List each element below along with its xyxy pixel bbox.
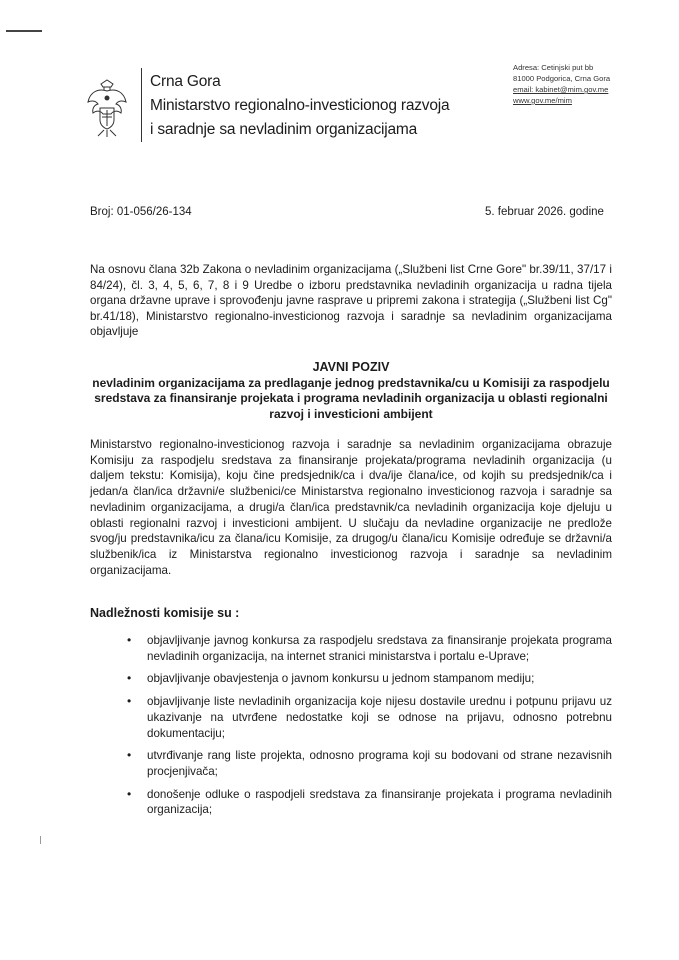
notice-subtitle: nevladinim organizacijama za predlaganje jednog predstavnika/cu u Komisiji za raspodjelu sredstava za finansiranje projekata i programa nevladinih organizacija u oblasti regionalni razvoj i investicioni ambijent xyxy=(92,375,610,421)
notice-title-block xyxy=(90,360,612,422)
list-item-text: objavljivanje liste nevladinih organizacija koje nijesu dostavile urednu i potpunu prijavu uz ukazivanje na utvrđene nedostatke koji se odnose na prijavu, odnosno potrebnu dokumentaciju; xyxy=(147,695,612,740)
notice-heading: JAVNI POZIV xyxy=(312,360,390,374)
organization-name xyxy=(150,70,449,142)
responsibilities-list xyxy=(115,633,612,825)
bullet-icon: • xyxy=(127,633,132,647)
header-divider xyxy=(141,68,142,142)
bullet-icon: • xyxy=(127,694,132,709)
bullet-icon: • xyxy=(127,786,132,801)
org-line-country: Crna Gora xyxy=(150,73,221,90)
org-line-ministry: Ministarstvo regionalno-investicionog razvoja xyxy=(150,97,450,114)
contact-block xyxy=(513,62,610,106)
reference-number: Broj: 01-056/26-134 xyxy=(90,206,192,218)
list-item xyxy=(115,787,612,818)
scan-mark xyxy=(6,30,42,32)
scan-mark xyxy=(40,836,45,844)
list-item xyxy=(115,748,612,779)
responsibilities-heading: Nadležnosti komisije su : xyxy=(90,606,240,620)
bullet-icon: • xyxy=(127,748,132,763)
document-date: 5. februar 2026. godine xyxy=(485,206,604,218)
commission-paragraph: Ministarstvo regionalno-investicionog razvoja i saradnje sa nevladinim organizacijama obrazuje Komisiju za raspodjelu sredstava za finansiranje projekata/programa nevladinih organizacija (u daljem tekstu: Komisija), koju čine predsjednik/ca i dva/ije člana/ice, od kojih su predsjednik/ca i jedan/a član/ica državni/e službenici/ce Ministarstva regionalno investicionog razvoja i saradnje sa nevladinim organizacijama, a drugi/a član/ica predstavnik/ca nevladinih organizacija koje djeluju u oblasti regionalni razvoj i investicioni ambijent. U slučaju da nevladine organizacije ne predlože svog/ju predstavnika/icu za člana/icu Komisije, za drugog/u člana/icu Komisije određuje se državni/a službenik/ica iz Ministarstva regionalno investicionog razvoja i saradnje sa nevladinim organizacijama. xyxy=(90,438,612,577)
org-line-ministry-cont: i saradnje sa nevladinim organizacijama xyxy=(150,121,418,138)
coat-of-arms-icon xyxy=(84,78,130,140)
contact-city: 81000 Podgorica, Crna Gora xyxy=(513,74,611,83)
list-item-text: objavljivanje obavjestenja o javnom konkursu u jednom stampanom mediju; xyxy=(147,672,535,686)
contact-email[interactable]: email: kabinet@mim.gov.me xyxy=(513,85,609,94)
list-item-text: donošenje odluke o raspodjeli sredstava za finansiranje projekata i programa nevladinih organizacija; xyxy=(147,787,612,817)
list-item-text: utvrđivanje rang liste projekta, odnosno programa koji su bodovani od strane nezavisnih procjenjivača; xyxy=(147,749,612,778)
list-item xyxy=(115,694,612,741)
bullet-icon: • xyxy=(127,671,132,686)
list-item xyxy=(115,671,612,687)
list-item-text: objavljivanje javnog konkursa za raspodjelu sredstava za finansiranje projekata programa nevladinih organizacija, na internet stranici ministarstva i portalu e-Uprave; xyxy=(147,634,612,663)
list-item xyxy=(115,633,612,664)
contact-address: Adresa: Cetinjski put bb xyxy=(513,63,594,72)
contact-web[interactable]: www.gov.me/mim xyxy=(513,96,572,105)
legal-basis-paragraph: Na osnovu člana 32b Zakona o nevladinim organizacijama („Službeni list Crne Gore" br.39/11, 37/17 i 84/24), čl. 3, 4, 5, 6, 7, 8 i 9 Uredbe o izboru predstavnika nevladinih organizacija u radna tijela organa državne uprave i sprovođenju javne rasprave u pripremi zakona i strategija („Službeni list Cg" br.41/18), Ministarstvo regionalno-investicionog razvoja i saradnje sa nevladinim organizacijama objavljuje xyxy=(90,263,612,339)
